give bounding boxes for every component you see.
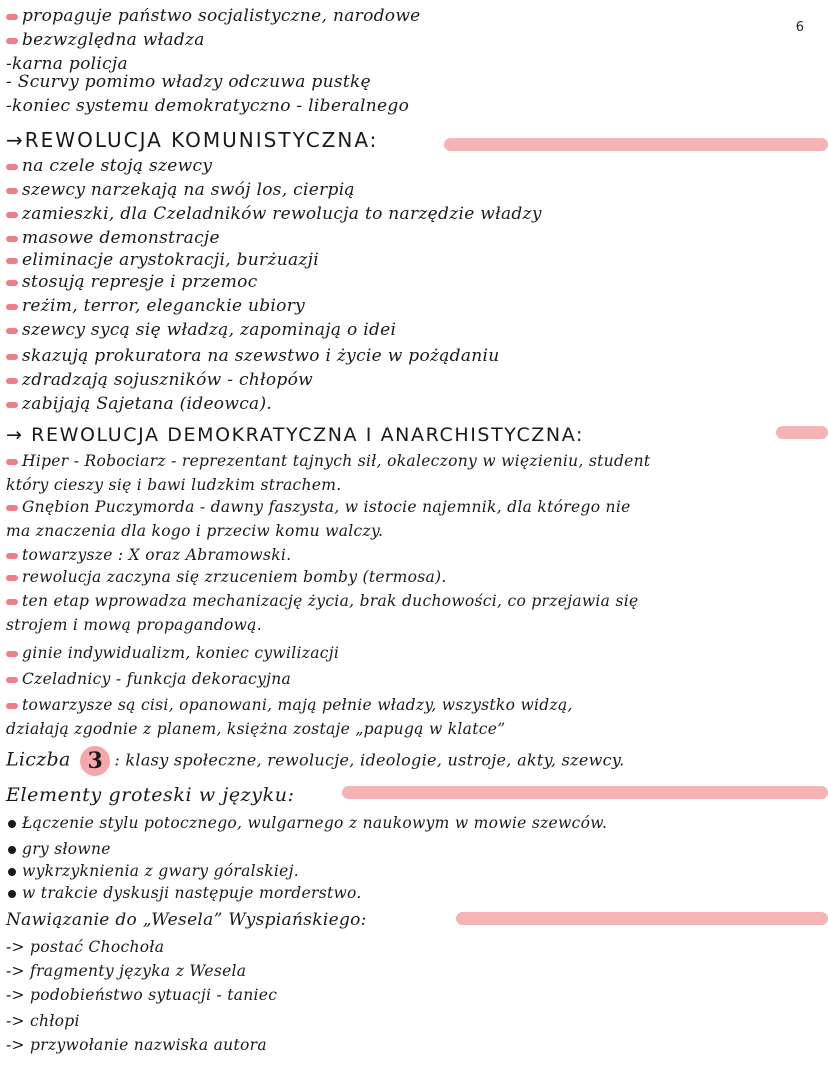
intro-line: bezwzględna władza [6, 30, 205, 50]
pink-dash-icon [6, 38, 18, 44]
list-item: szewcy sycą się władzą, zapominają o idei [6, 320, 396, 340]
pink-dash-icon [6, 575, 18, 581]
highlight-bar [776, 426, 828, 439]
list-item-continued: ma znaczenia dla kogo i przeciw komu walczy. [6, 522, 384, 540]
highlight-bar [342, 786, 828, 799]
list-item: towarzysze są cisi, opanowani, mają pełnie władzy, wszystko widzą, [6, 696, 573, 714]
bullet-item: Łączenie stylu potocznego, wulgarnego z naukowym w mowie szewców. [6, 814, 607, 832]
highlight-bar [456, 912, 828, 925]
pink-dash-icon [6, 14, 18, 20]
pink-dash-icon [6, 258, 18, 264]
number-circle: 3 [80, 746, 110, 776]
intro-line: -karna policja [6, 54, 128, 74]
list-item: stosują represje i przemoc [6, 272, 258, 292]
pink-dash-icon [6, 703, 18, 709]
list-item: zamieszki, dla Czeladników rewolucja to narzędzie władzy [6, 204, 542, 224]
liczba-line [6, 746, 625, 776]
list-item: skazują prokuratora na szewstwo i życie w pożądaniu [6, 346, 500, 366]
liczba-text: : klasy społeczne, rewolucje, ideologie, ustroje, akty, szewcy. [114, 750, 625, 770]
list-item: Hiper - Robociarz - reprezentant tajnych sił, okaleczony w więzieniu, student [6, 452, 650, 470]
pink-dash-icon [6, 280, 18, 286]
pink-dash-icon [6, 599, 18, 605]
bullet-icon [8, 868, 16, 876]
wesele-heading: Nawiązanie do „Wesela” Wyspiańskiego: [6, 910, 367, 930]
pink-dash-icon [6, 304, 18, 310]
section-heading-democratic: → REWOLUCJA DEMOKRATYCZNA I ANARCHISTYCZNA: [6, 424, 584, 446]
list-item-continued: który cieszy się i bawi ludzkim strachem. [6, 476, 342, 494]
list-item-continued: działają zgodnie z planem, księżna zostaje „papugą w klatce” [6, 720, 506, 738]
bullet-item: w trakcie dyskusji następuje morderstwo. [6, 884, 362, 902]
bullet-icon [8, 890, 16, 898]
pink-dash-icon [6, 354, 18, 360]
groteska-heading: Elementy groteski w języku: [6, 784, 295, 806]
liczba-label: Liczba [6, 748, 71, 771]
bullet-icon [8, 846, 16, 854]
pink-dash-icon [6, 212, 18, 218]
list-item: masowe demonstracje [6, 228, 220, 248]
list-item: eliminacje arystokracji, burżuazji [6, 250, 319, 270]
list-item: Gnębion Puczymorda - dawny faszysta, w istocie najemnik, dla którego nie [6, 498, 631, 516]
arrow-item: -> chłopi [6, 1012, 80, 1030]
list-item: szewcy narzekają na swój los, cierpią [6, 180, 355, 200]
pink-dash-icon [6, 328, 18, 334]
pink-dash-icon [6, 677, 18, 683]
list-item: zabijają Sajetana (ideowca). [6, 394, 272, 414]
list-item-continued: strojem i mową propagandową. [6, 616, 262, 634]
pink-dash-icon [6, 188, 18, 194]
arrow-item: -> przywołanie nazwiska autora [6, 1036, 267, 1054]
arrow-item: -> postać Chochoła [6, 938, 165, 956]
list-item: na czele stoją szewcy [6, 156, 212, 176]
pink-dash-icon [6, 402, 18, 408]
list-item: zdradzają sojuszników - chłopów [6, 370, 313, 390]
pink-dash-icon [6, 164, 18, 170]
page-number: 6 [795, 20, 804, 35]
pink-dash-icon [6, 505, 18, 511]
pink-dash-icon [6, 378, 18, 384]
pink-dash-icon [6, 651, 18, 657]
pink-dash-icon [6, 459, 18, 465]
intro-line: - Scurvy pomimo władzy odczuwa pustkę [6, 72, 371, 92]
intro-line: -koniec systemu demokratyczno - liberalnego [6, 96, 410, 116]
bullet-icon [8, 820, 16, 828]
list-item: reżim, terror, eleganckie ubiory [6, 296, 305, 316]
arrow-item: -> podobieństwo sytuacji - taniec [6, 986, 278, 1004]
bullet-item: wykrzyknienia z gwary góralskiej. [6, 862, 299, 880]
pink-dash-icon [6, 553, 18, 559]
list-item: towarzysze : X oraz Abramowski. [6, 546, 291, 564]
list-item: Czeladnicy - funkcja dekoracyjna [6, 670, 291, 688]
pink-dash-icon [6, 236, 18, 242]
list-item: ten etap wprowadza mechanizację życia, brak duchowości, co przejawia się [6, 592, 638, 610]
intro-line: propaguje państwo socjalistyczne, narodowe [6, 6, 421, 26]
arrow-item: -> fragmenty języka z Wesela [6, 962, 247, 980]
list-item: ginie indywidualizm, koniec cywilizacji [6, 644, 339, 662]
highlight-bar [444, 138, 828, 151]
section-heading-communist: →REWOLUCJA KOMUNISTYCZNA: [6, 128, 379, 152]
bullet-item: gry słowne [6, 840, 111, 858]
list-item: rewolucja zaczyna się zrzuceniem bomby (termosa). [6, 568, 447, 586]
